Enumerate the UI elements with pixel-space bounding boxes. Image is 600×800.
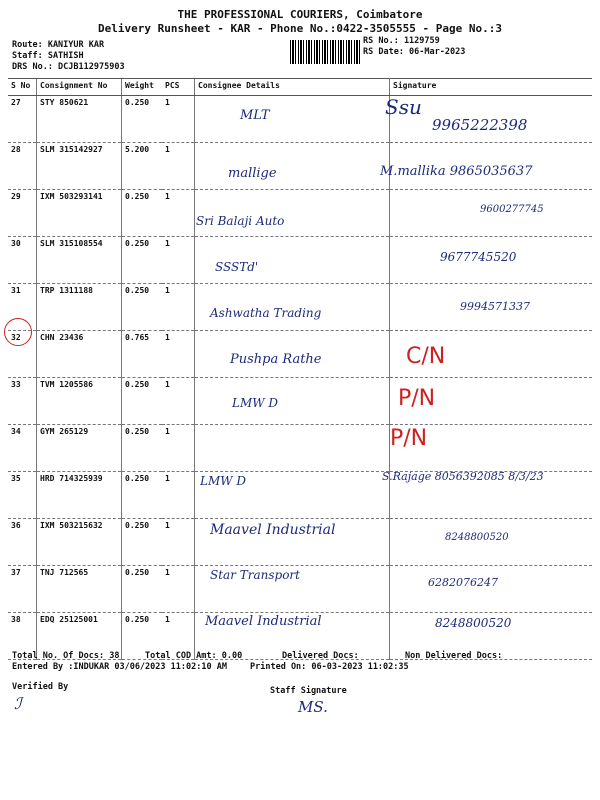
row-consignment: GYM 265129 — [37, 425, 122, 472]
row-sno: 36 — [8, 519, 37, 566]
hand-consignee-32: Pushpa Rathe — [230, 352, 322, 367]
row-consignment: EDQ 25125001 — [37, 613, 122, 660]
hand-consignee-38: Maavel Industrial — [205, 614, 322, 629]
staff-label: Staff: SATHISH — [12, 51, 84, 61]
row-weight: 0.250 — [122, 472, 163, 519]
hand-sign-35: S.Rajage 8056392085 8/3/23 — [382, 470, 544, 483]
table-row — [8, 425, 592, 472]
row-consignment: TVM 1205586 — [37, 378, 122, 425]
hand-consignee-37: Star Transport — [210, 568, 300, 582]
hand-consignee-28: mallige — [228, 166, 277, 181]
row-pcs: 1 — [162, 190, 195, 237]
row-sno: 38 — [8, 613, 37, 660]
row-consignee — [195, 190, 390, 237]
row-consignee — [195, 378, 390, 425]
col-pcs: PCS — [162, 79, 195, 96]
row-sno: 31 — [8, 284, 37, 331]
signature-scribble: Ssu — [385, 95, 422, 119]
non-delivered-docs: Non Delivered Docs: — [405, 651, 503, 661]
row-weight: 0.250 — [122, 425, 163, 472]
row-consignment: HRD 714325939 — [37, 472, 122, 519]
total-cod: Total COD Amt: 0.00 — [145, 651, 243, 661]
row-weight: 0.765 — [122, 331, 163, 378]
row-weight: 0.250 — [122, 237, 163, 284]
row-weight: 0.250 — [122, 378, 163, 425]
row-sno: 27 — [8, 96, 37, 143]
row-weight: 0.250 — [122, 613, 163, 660]
total-docs: Total No. Of Docs: 38 — [12, 651, 120, 661]
hand-sign-38: 8248800520 — [435, 616, 512, 630]
hand-sign-34: P/N — [390, 426, 428, 451]
row-pcs: 1 — [162, 472, 195, 519]
route-label: Route: KANIYUR KAR — [12, 40, 105, 50]
hand-sign-27: 9965222398 — [432, 116, 528, 134]
row-consignment: IXM 503215632 — [37, 519, 122, 566]
col-weight: Weight — [122, 79, 163, 96]
hand-consignee-33: LMW D — [232, 396, 279, 410]
row-sno: 28 — [8, 143, 37, 190]
row-consignment: TNJ 712565 — [37, 566, 122, 613]
row-weight: 5.200 — [122, 143, 163, 190]
row-sno: 32 — [8, 331, 37, 378]
row-sno: 35 — [8, 472, 37, 519]
hand-consignee-27: MLT — [240, 108, 270, 123]
row-consignment: CHN 23436 — [37, 331, 122, 378]
table-row — [8, 566, 592, 613]
circle-mark — [4, 318, 32, 346]
row-pcs: 1 — [162, 143, 195, 190]
hand-sign-30: 9677745520 — [440, 250, 517, 264]
row-weight: 0.250 — [122, 190, 163, 237]
row-pcs: 1 — [162, 378, 195, 425]
row-signature — [390, 566, 593, 613]
hand-sign-28: M.mallika 9865035637 — [380, 164, 533, 179]
drs-number: DRS No.: DCJB112975903 — [12, 62, 125, 72]
entered-by: Entered By :INDUKAR 03/06/2023 11:02:10 AM — [12, 662, 227, 672]
col-consignee: Consignee Details — [195, 79, 390, 96]
runsheet-subtitle: Delivery Runsheet - KAR - Phone No.:0422-3505555 - Page No.:3 — [98, 22, 502, 35]
row-sno: 37 — [8, 566, 37, 613]
row-pcs: 1 — [162, 519, 195, 566]
row-consignment: SLM 315142927 — [37, 143, 122, 190]
col-signature: Signature — [390, 79, 593, 96]
row-consignee — [195, 143, 390, 190]
row-pcs: 1 — [162, 331, 195, 378]
verified-by: Verified By — [12, 682, 69, 692]
hand-sign-37: 6282076247 — [428, 576, 498, 589]
row-weight: 0.250 — [122, 519, 163, 566]
verified-signature: ℐ — [14, 694, 22, 713]
hand-sign-32: C/N — [406, 344, 446, 369]
row-weight: 0.250 — [122, 284, 163, 331]
row-pcs: 1 — [162, 237, 195, 284]
row-sno: 34 — [8, 425, 37, 472]
row-pcs: 1 — [162, 284, 195, 331]
table-row — [8, 378, 592, 425]
col-sno: S No — [8, 79, 37, 96]
hand-sign-29: 9600277745 — [480, 204, 544, 215]
row-sno: 29 — [8, 190, 37, 237]
row-sno: 30 — [8, 237, 37, 284]
staff-signature-label: Staff Signature — [270, 686, 347, 696]
row-consignment: TRP 1311188 — [37, 284, 122, 331]
hand-sign-33: P/N — [398, 386, 436, 411]
row-pcs: 1 — [162, 96, 195, 143]
row-consignment: IXM 503293141 — [37, 190, 122, 237]
hand-consignee-31: Ashwatha Trading — [210, 306, 322, 320]
runsheet-title: THE PROFESSIONAL COURIERS, Coimbatore — [177, 8, 423, 21]
hand-consignee-36: Maavel Industrial — [210, 522, 336, 538]
hand-sign-36: 8248800520 — [445, 532, 509, 543]
hand-consignee-30: SSSTd' — [215, 260, 259, 274]
row-weight: 0.250 — [122, 566, 163, 613]
row-pcs: 1 — [162, 425, 195, 472]
row-sno: 33 — [8, 378, 37, 425]
delivered-docs: Delivered Docs: — [282, 651, 359, 661]
row-consignment: STY 850621 — [37, 96, 122, 143]
staff-signature: MS. — [298, 698, 328, 716]
row-weight: 0.250 — [122, 96, 163, 143]
hand-sign-31: 9994571337 — [460, 300, 530, 313]
row-consignment: SLM 315108554 — [37, 237, 122, 284]
rs-date: RS Date: 06-Mar-2023 — [363, 47, 466, 57]
row-consignee — [195, 425, 390, 472]
hand-consignee-35: LMW D — [200, 474, 247, 488]
col-consignment: Consignment No — [37, 79, 122, 96]
barcode — [290, 40, 362, 64]
printed-on: Printed On: 06-03-2023 11:02:35 — [250, 662, 409, 672]
row-pcs: 1 — [162, 613, 195, 660]
rs-number: RS No.: 1129759 — [363, 36, 440, 46]
hand-consignee-29: Sri Balaji Auto — [196, 214, 285, 228]
row-pcs: 1 — [162, 566, 195, 613]
row-consignee — [195, 96, 390, 143]
